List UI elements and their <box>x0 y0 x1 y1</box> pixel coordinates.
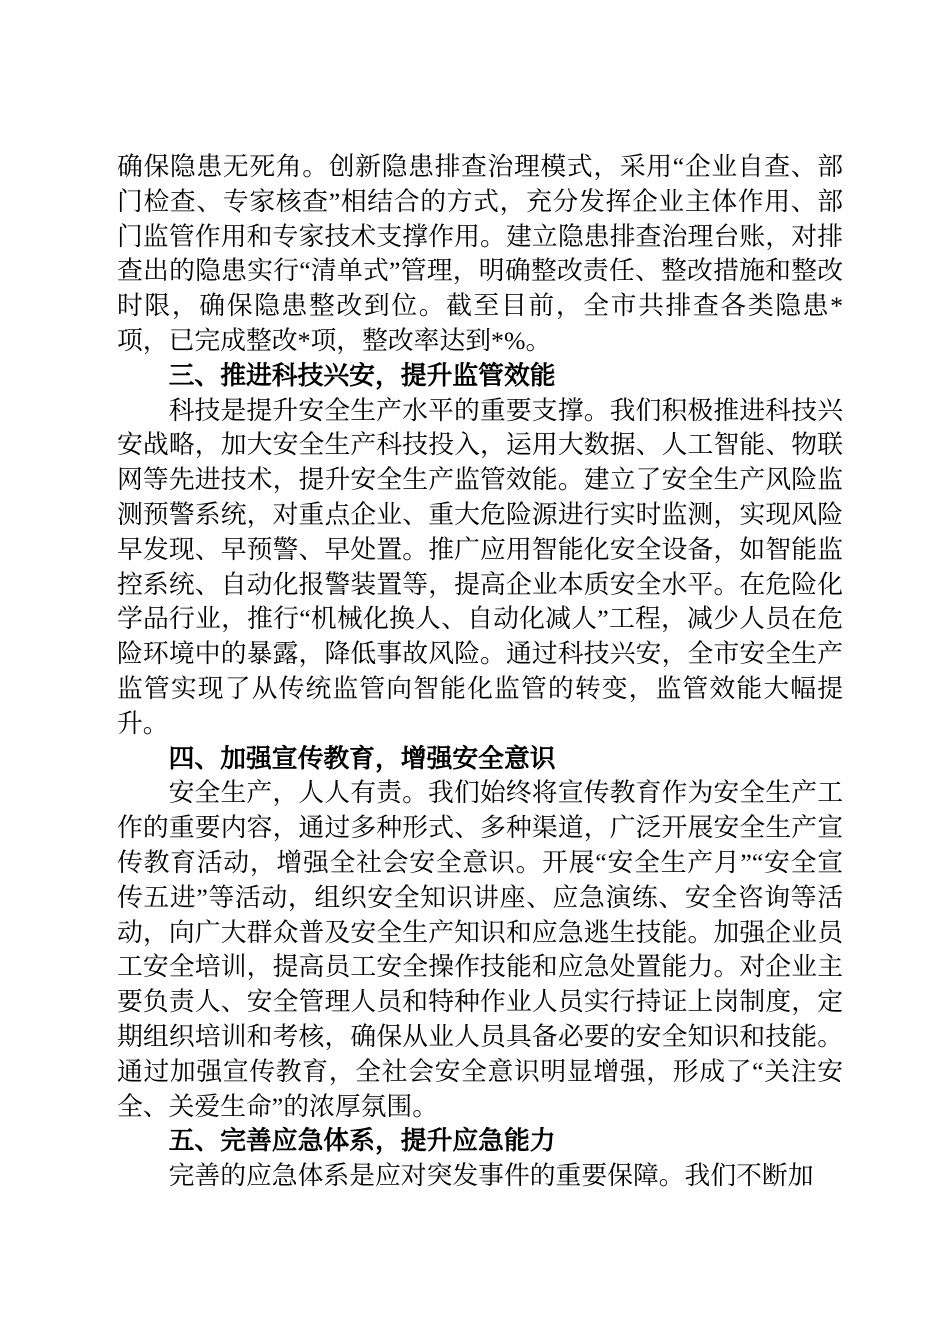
paragraph-publicity-education: 安全生产，人人有责。我们始终将宣传教育作为安全生产工作的重要内容，通过多种形式、多种渠道，广泛开展安全生产宣传教育活动，增强全社会安全意识。开展“安全生产月”“安全宣传五进”等活动，组织安全知识讲座、应急演练、安全咨询等活动，向广大群众普及安全生产知识和应急逃生技能。加强企业员工安全培训，提高员工安全操作技能和应急处置能力。对企业主要负责人、安全管理人员和特种作业人员实行持证上岗制度，定期组织培训和考核，确保从业人员具备必要的安全知识和技能。通过加强宣传教育，全社会安全意识明显增强，形成了“关注安全、关爱生命”的浓厚氛围。 <box>117 778 843 1121</box>
section-heading-4-publicity-education: 四、加强宣传教育，增强安全意识 <box>168 744 556 773</box>
paragraph-hidden-danger-rectification-continuation: 确保隐患无死角。创新隐患排查治理模式，采用“企业自查、部门检查、专家核查”相结合的方式，充分发挥企业主体作用、部门监管作用和专家技术支撑作用。建立隐患排查治理台账，对排查出的隐患实行“清单式”管理，明确整改责任、整改措施和整改时限，确保隐患整改到位。截至目前，全市共排查各类隐患*项，已完成整改*项，整改率达到*%。 <box>117 152 843 355</box>
section-heading-5-emergency-system: 五、完善应急体系，提升应急能力 <box>168 1127 556 1156</box>
paragraph-emergency-system-partial: 完善的应急体系是应对突发事件的重要保障。我们不断加 <box>168 1161 814 1191</box>
document-text-area <box>117 150 843 1194</box>
paragraph-technology-safety: 科技是提升安全生产水平的重要支撑。我们积极推进科技兴安战略，加大安全生产科技投入，运用大数据、人工智能、物联网等先进技术，提升安全生产监管效能。建立了安全生产风险监测预警系统，对重点企业、重大危险源进行实时监测，实现风险早发现、早预警、早处置。推广应用智能化安全设备，如智能监控系统、自动化报警装置等，提高企业本质安全水平。在危险化学品行业，推行“机械化换人、自动化减人”工程，减少人员在危险环境中的暴露，降低事故风险。通过科技兴安，全市安全生产监管实现了从传统监管向智能化监管的转变，监管效能大幅提升。 <box>117 395 843 738</box>
section-heading-3-technology-safety: 三、推进科技兴安，提升监管效能 <box>168 361 556 390</box>
